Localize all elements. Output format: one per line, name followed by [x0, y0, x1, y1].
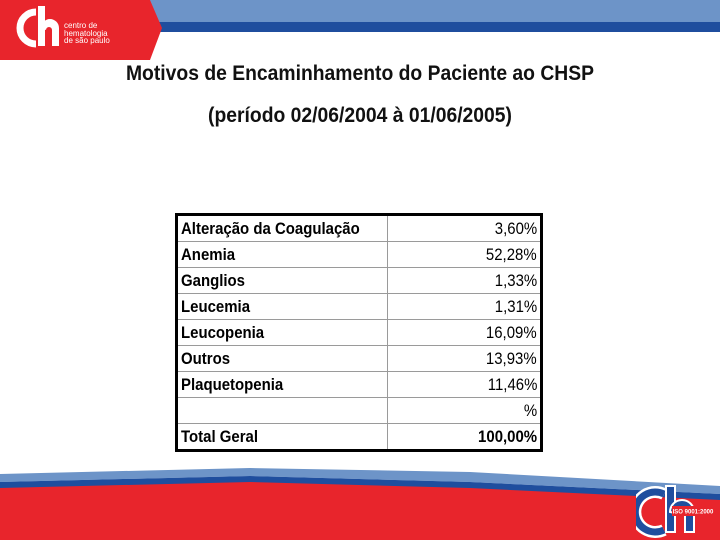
row-label: Outros: [177, 346, 388, 372]
row-value: 11,46%: [388, 372, 542, 398]
row-value: 1,31%: [388, 294, 542, 320]
table-row: [177, 320, 542, 346]
chsp-logo-mark: [8, 4, 62, 50]
chsp-logo-text: [64, 22, 110, 45]
table-row: [177, 346, 542, 372]
row-value: 13,93%: [388, 346, 542, 372]
table-row: [177, 372, 542, 398]
table-row: [177, 268, 542, 294]
logo-line-3: de são paulo: [64, 36, 110, 45]
row-label: Ganglios: [177, 268, 388, 294]
row-value: 16,09%: [388, 320, 542, 346]
iso-badge-text: ISO 9001:2000: [672, 509, 714, 516]
total-value: 100,00%: [388, 424, 542, 451]
chsp-logo: [8, 4, 158, 52]
row-value: 3,60%: [388, 215, 542, 242]
row-value: 1,33%: [388, 268, 542, 294]
table-row: [177, 215, 542, 242]
table-total-row: [177, 424, 542, 451]
table-row: [177, 398, 542, 424]
row-label: Leucemia: [177, 294, 388, 320]
referral-reasons-table: [175, 213, 543, 452]
row-value: 52,28%: [388, 242, 542, 268]
footer-banner: [0, 460, 720, 540]
row-label: Alteração da Coagulação: [177, 215, 388, 242]
row-label: [177, 398, 388, 424]
page-title: Motivos de Encaminhamento do Paciente ao CHSP: [125, 62, 595, 85]
header-blue-stripe: [148, 22, 720, 32]
row-label: Leucopenia: [177, 320, 388, 346]
row-label: Anemia: [177, 242, 388, 268]
row-value: %: [388, 398, 542, 424]
chsp-footer-logo: [636, 482, 716, 538]
row-label: Plaquetopenia: [177, 372, 388, 398]
logo-line-1: centro de: [64, 21, 98, 30]
page-subtitle: (período 02/06/2004 à 01/06/2005): [208, 104, 512, 127]
table-row: [177, 242, 542, 268]
table-row: [177, 294, 542, 320]
logo-line-2: hematologia: [64, 28, 108, 38]
total-label: Total Geral: [177, 424, 388, 451]
